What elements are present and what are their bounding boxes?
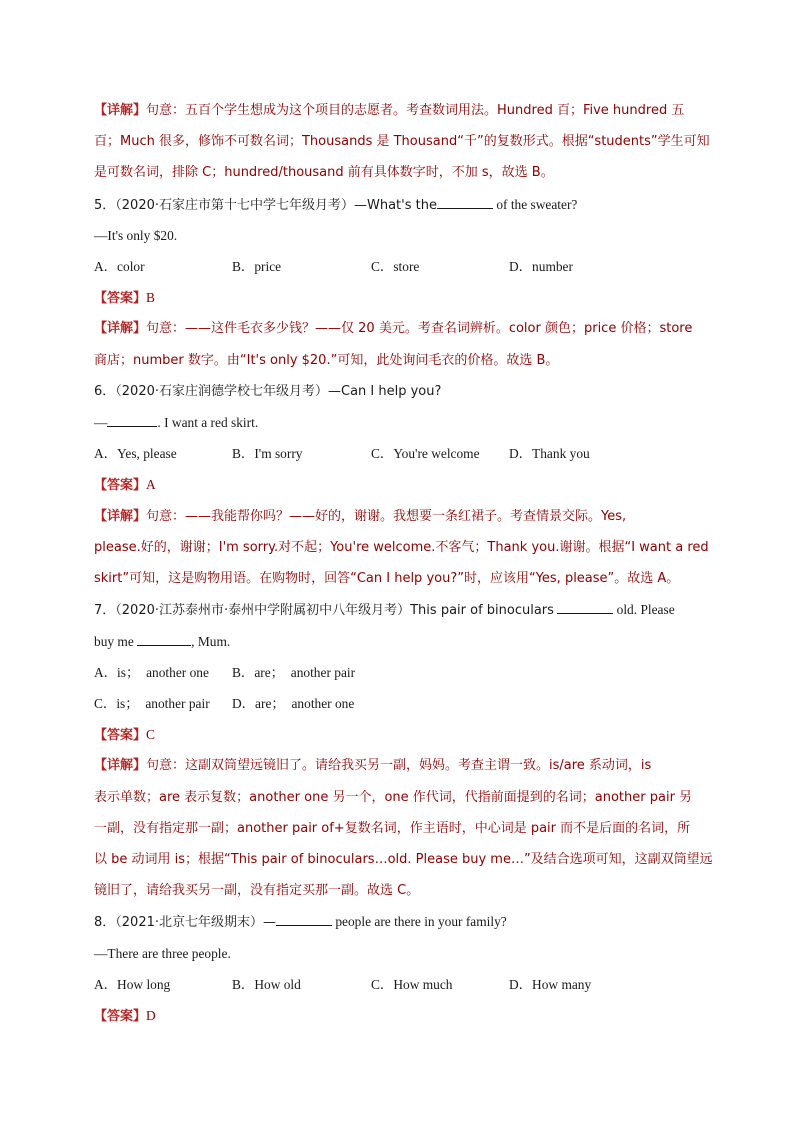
q6-stem: 6．（2020·石家庄润德学校七年级月考）—Can I help you? (94, 384, 442, 399)
q6-option-d: D．Thank you (509, 446, 590, 461)
q7-detail-line-5: 镜旧了，请给我买另一副，没有指定买那一副。故选 C。 (94, 883, 420, 898)
q5-option-a: A．color (94, 259, 145, 274)
q4-detail-line-1: 【详解】句意：五百个学生想成为这个项目的志愿者。考查数词用法。Hundred 百；Five hundred 五 (94, 103, 685, 118)
q8-option-d: D．How many (509, 977, 592, 992)
q5-detail-line-2: 商店；number 数字。由“It's only $20.”可知，此处询问毛衣的价格。故选 B。 (94, 353, 559, 368)
answer-blank (137, 632, 191, 646)
q6-detail-line-1: 【详解】句意：——我能帮你吗？——好的，谢谢。我想要一条红裙子。考查情景交际。Yes, (94, 509, 627, 524)
answer-blank (276, 912, 332, 926)
q7-option-b: B．are； another pair (232, 665, 356, 680)
q5-option-c: C．store (371, 259, 420, 274)
q6-option-a: A．Yes, please (94, 446, 177, 461)
q6-detail-line-3: skirt”可知，这是购物用语。在购物时，回答“Can I help you?”时，应该用“Yes, please”。故选 A。 (94, 571, 680, 586)
q7-detail-line-1: 【详解】句意：这副双筒望远镜旧了。请给我买另一副，妈妈。考查主谓一致。is/are 系动词，is (94, 758, 652, 773)
q6-option-c: C．You're welcome (371, 446, 480, 461)
q5-stem: 5．（2020·石家庄市第十七中学七年级月考）—What's the of the sweater? (94, 197, 578, 213)
answer-blank (107, 413, 157, 427)
q7-detail-line-3: 一副，没有指定那一副；another pair of+复数名词，作主语时，中心词是 pair 而不是后面的名词，所 (94, 821, 691, 836)
q7-detail-line-4: 以 be 动词用 is；根据“This pair of binoculars…old. Please buy me…”及结合选项可知，这副双筒望远 (94, 852, 713, 867)
q7-line-2: buy me , Mum. (94, 634, 231, 649)
q8-answer: 【答案】D (94, 1008, 156, 1024)
q6-answer: 【答案】A (94, 477, 156, 493)
q6-line-2: — . I want a red skirt. (94, 415, 259, 430)
detail-tag: 【详解】 (94, 103, 147, 118)
q5-detail-line-1: 【详解】句意：——这件毛衣多少钱？——仅 20 美元。考查名词辨析。color 颜色；price 价格；store (94, 321, 693, 336)
q7-answer: 【答案】C (94, 727, 155, 743)
q4-detail-line-3: 是可数名词，排除 C；hundred/thousand 前有具体数字时，不加 s，故选 B。 (94, 165, 554, 180)
q4-detail-line-2: 百；Much 很多，修饰不可数名词；Thousands 是 Thousand“千”的复数形式。根据“students”学生可知 (94, 134, 710, 149)
q6-option-b: B．I'm sorry (232, 446, 303, 461)
q8-option-a: A．How long (94, 977, 171, 992)
q8-option-b: B．How old (232, 977, 301, 992)
answer-blank (437, 195, 493, 209)
q5-option-b: B．price (232, 259, 282, 274)
answer-blank (557, 600, 613, 614)
q5-line-2: —It's only $20. (94, 228, 178, 243)
q7-detail-line-2: 表示单数；are 表示复数；another one 另一个，one 作代词，代指前面提到的名词；another pair 另 (94, 790, 693, 805)
q7-option-a: A．is； another one (94, 665, 209, 680)
q8-option-c: C．How much (371, 977, 453, 992)
q8-line-2: —There are three people. (94, 946, 231, 961)
q6-detail-line-2: please.好的，谢谢；I'm sorry.对不起；You're welcome.不客气；Thank you.谢谢。根据“I want a red (94, 540, 709, 555)
q7-option-c: C．is； another pair (94, 696, 210, 711)
q7-option-d: D．are； another one (232, 696, 355, 711)
q5-option-d: D．number (509, 259, 573, 274)
q7-stem: 7．（2020·江苏泰州市·泰州中学附属初中八年级月考）This pair of binoculars old. Please (94, 602, 675, 618)
q5-answer: 【答案】B (94, 290, 155, 306)
q8-stem: 8．（2021·北京七年级期末）— people are there in your family? (94, 914, 507, 930)
